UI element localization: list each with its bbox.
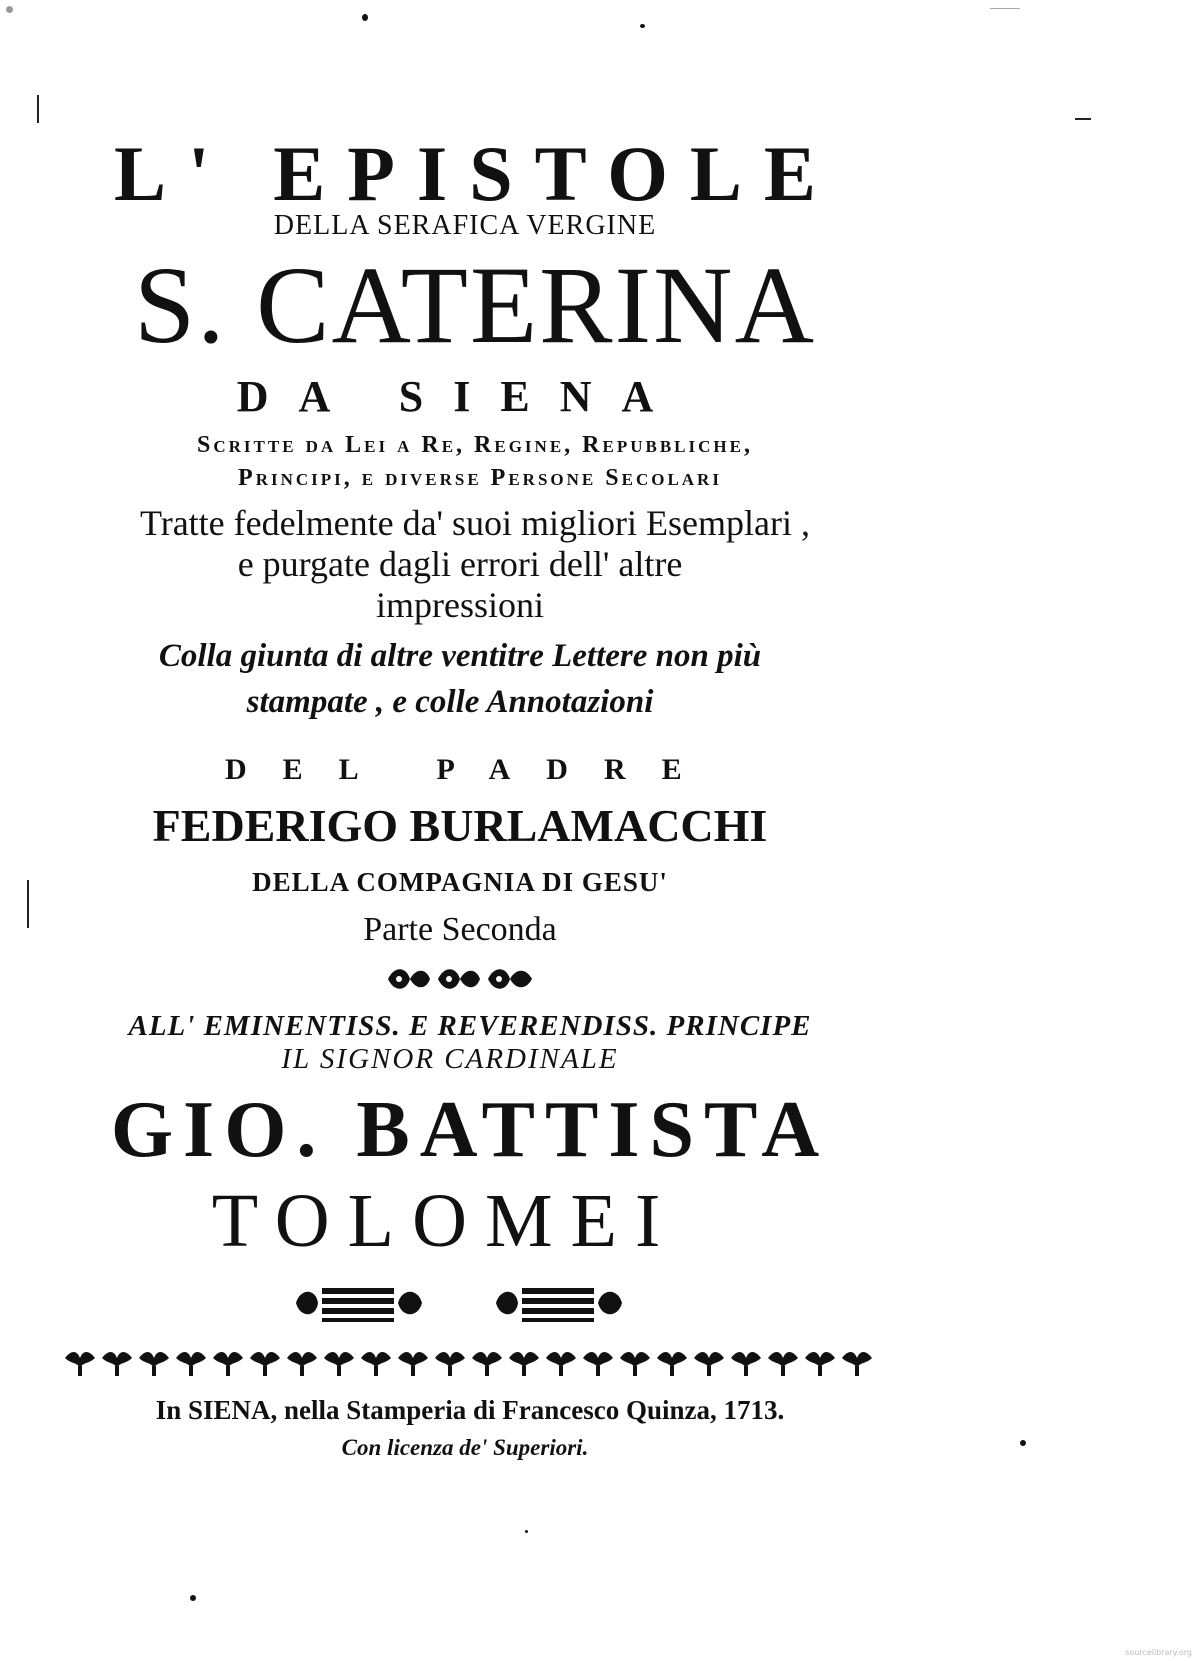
description-line-1: Tratte fedelmente da' suoi migliori Esemplari , bbox=[139, 503, 810, 543]
ink-speck bbox=[190, 1595, 196, 1601]
part-label: Parte Seconda bbox=[363, 911, 557, 948]
description-line-3: impressioni bbox=[376, 585, 544, 625]
dedication-line-2: IL SIGNOR CARDINALE bbox=[281, 1043, 619, 1075]
company-line: DELLA COMPAGNIA DI GESU' bbox=[252, 867, 668, 897]
dedicatee-name: GIO. BATTISTA bbox=[110, 1086, 830, 1174]
description-line-2: e purgate dagli errori dell' altre bbox=[237, 544, 683, 584]
watermark: sourcelibrary.org bbox=[1125, 1648, 1192, 1657]
page-edge-mark bbox=[1075, 118, 1091, 120]
fleuron-ornament-icon bbox=[380, 962, 540, 996]
license-line: Con licenza de' Superiori. bbox=[341, 1435, 589, 1460]
addressees-line-2: Principi, e diverse Persone Secolari bbox=[238, 465, 722, 491]
imprint-line: In SIENA, nella Stamperia di Francesco Quinza, 1713. bbox=[155, 1395, 785, 1425]
saint-name: S. CATERINA bbox=[133, 244, 817, 366]
city-line: DA SIENA bbox=[236, 372, 684, 421]
ink-speck bbox=[6, 6, 13, 13]
book-subtitle: DELLA SERAFICA VERGINE bbox=[273, 210, 657, 241]
fleuron-border-icon bbox=[65, 1350, 880, 1378]
page-edge-mark bbox=[990, 8, 1020, 9]
addition-line-1: Colla giunta di altre ventitre Lettere non più bbox=[158, 638, 762, 674]
addressees-line-1: Scritte da Lei a Re, Regine, Repubbliche, bbox=[197, 432, 753, 458]
dedication-line-1: ALL' EMINENTISS. E REVERENDISS. PRINCIPE bbox=[128, 1010, 812, 1042]
dedicatee-surname: TOLOMEI bbox=[211, 1179, 679, 1263]
page-edge-mark bbox=[27, 880, 29, 928]
addition-line-2: stampate , e colle Annotazioni bbox=[246, 684, 654, 720]
ink-speck bbox=[362, 14, 368, 21]
page-edge-mark bbox=[37, 95, 39, 123]
ink-speck bbox=[1020, 1440, 1026, 1446]
by-padre-line: DEL PADRE bbox=[225, 753, 718, 786]
ink-speck bbox=[525, 1530, 528, 1533]
ink-speck bbox=[640, 24, 645, 28]
book-title: L' EPISTOLE bbox=[114, 130, 838, 217]
author-name: FEDERIGO BURLAMACCHI bbox=[152, 800, 768, 851]
scroll-ornament-icon bbox=[290, 1278, 630, 1328]
